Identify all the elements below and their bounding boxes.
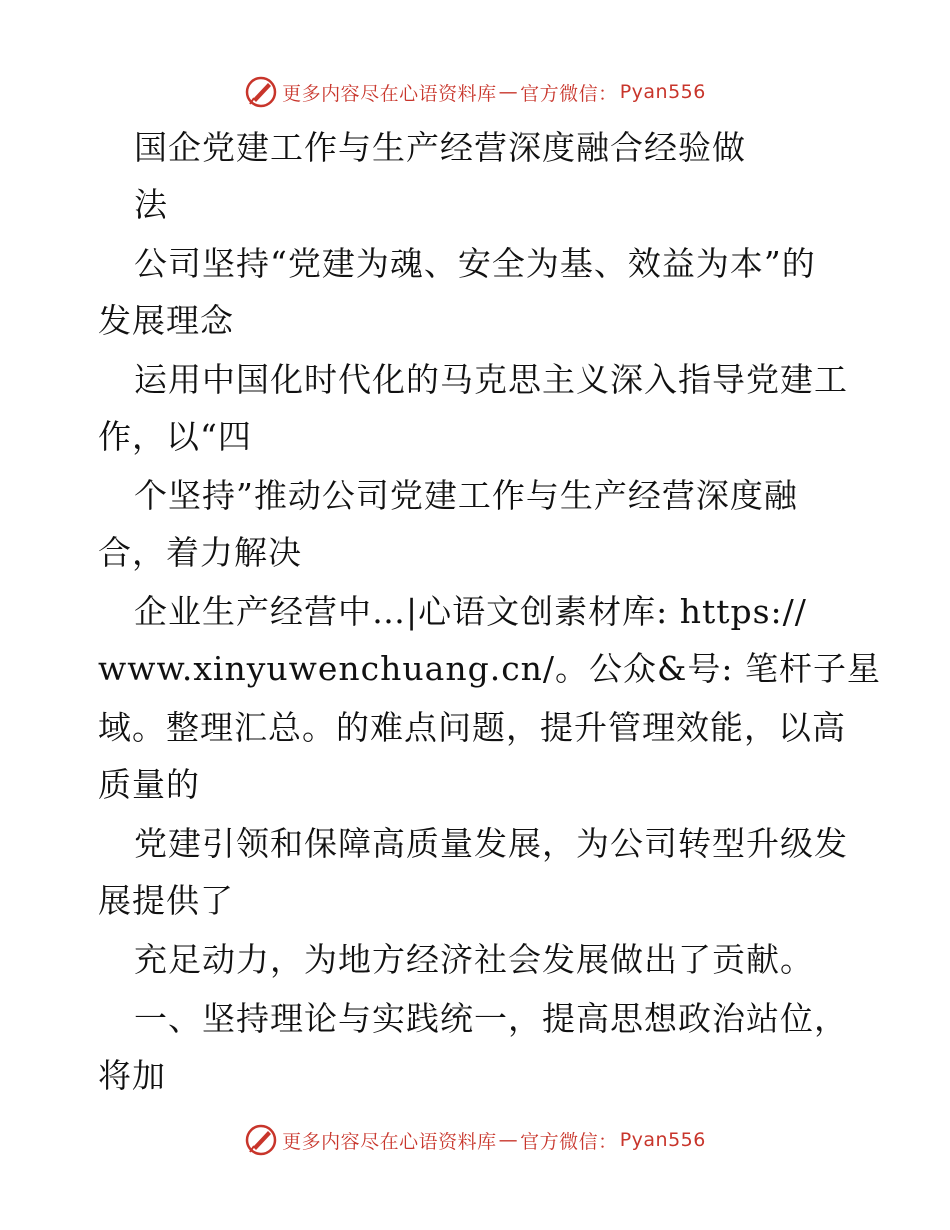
banner-brand-text: 更多内容尽在心语资料库 xyxy=(282,82,497,105)
banner-separator: — xyxy=(498,1129,519,1151)
banner-wechat-id: Pyan556 xyxy=(619,1129,706,1151)
banner-wechat-label: 官方微信： xyxy=(520,1130,618,1153)
paragraph-line: 作，以“四 xyxy=(98,417,252,456)
paragraph-line: 展提供了 xyxy=(98,881,234,920)
document-title-line-2: 法 xyxy=(134,185,168,224)
quill-logo-icon xyxy=(244,1123,278,1157)
section-heading-line: 一、坚持理论与实践统一，提高思想政治站位， xyxy=(134,999,848,1038)
paragraph-line: 个坚持”推动公司党建工作与生产经营深度融 xyxy=(134,476,798,515)
paragraph-line: 合，着力解决 xyxy=(98,533,302,572)
paragraph-line: 充足动力，为地方经济社会发展做出了贡献。 xyxy=(134,940,814,979)
document-title-line-1: 国企党建工作与生产经营深度融合经验做 xyxy=(134,128,746,167)
paragraph-line: 公司坚持“党建为魂、安全为基、效益为本”的 xyxy=(134,244,816,283)
paragraph-line: 质量的 xyxy=(98,765,200,804)
banner-brand-text: 更多内容尽在心语资料库 xyxy=(282,1130,497,1153)
paragraph-line: 党建引领和保障高质量发展，为公司转型升级发 xyxy=(134,824,848,863)
paragraph-line: 发展理念 xyxy=(98,301,234,340)
paragraph-line: www.xinyuwenchuang.cn/。公众&号: 笔杆子星 xyxy=(98,649,882,688)
banner-separator: — xyxy=(498,81,519,103)
paragraph-line: 域。整理汇总。的难点问题，提升管理效能，以高 xyxy=(98,708,846,747)
footer-watermark-banner xyxy=(0,1120,950,1160)
paragraph-line: 将加 xyxy=(98,1056,166,1095)
header-watermark-banner xyxy=(0,72,950,112)
quill-logo-icon xyxy=(244,75,278,109)
banner-wechat-id: Pyan556 xyxy=(619,81,706,103)
paragraph-line: 企业生产经营中…|心语文创素材库: https:// xyxy=(134,592,807,631)
banner-wechat-label: 官方微信： xyxy=(520,82,618,105)
paragraph-line: 运用中国化时代化的马克思主义深入指导党建工 xyxy=(134,360,848,399)
